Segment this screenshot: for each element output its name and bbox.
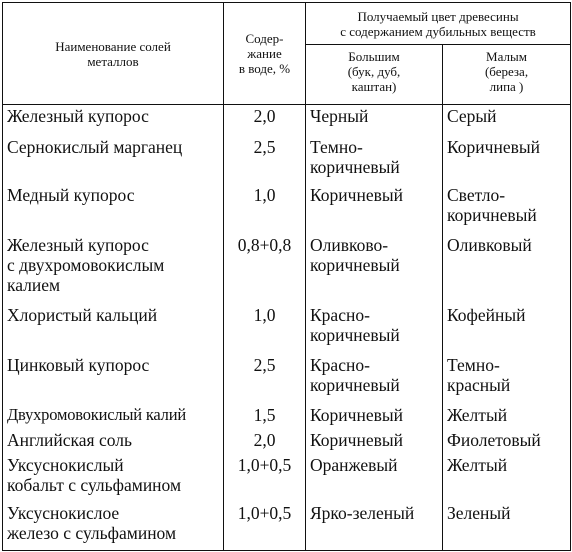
table-row xyxy=(3,105,571,136)
metal-salts-table xyxy=(2,2,571,551)
table-row xyxy=(3,454,571,502)
content-value: 1,0+0,5 xyxy=(237,454,292,475)
content-value: 1,5 xyxy=(253,404,276,425)
content-value: 2,5 xyxy=(253,354,276,375)
table-row xyxy=(3,304,571,354)
table-row xyxy=(3,136,571,184)
content-value: 1,0 xyxy=(253,184,276,205)
color-low: Желтый xyxy=(447,454,508,475)
salt-name: Хлористый кальций xyxy=(7,304,158,325)
color-high: Коричневый xyxy=(310,429,403,450)
header-salt-name: Наименование солей металлов xyxy=(3,3,224,105)
color-high: Коричневый xyxy=(310,404,403,425)
salt-name: Цинковый купорос xyxy=(7,354,150,375)
color-low: Кофейный xyxy=(447,304,526,325)
salt-name: Железный купорос xyxy=(7,106,149,126)
color-low: Оливковый xyxy=(447,234,532,255)
header-low-tannin: Малым (береза, липа ) xyxy=(443,45,571,105)
color-high: Ярко-зеленый xyxy=(310,502,415,523)
header-resulting-color: Получаемый цвет древесины с содержанием дубильных веществ xyxy=(306,3,571,45)
salt-name: Уксуснокислое железо с сульфамином xyxy=(7,502,177,543)
color-high: Красно- коричневый xyxy=(310,304,400,345)
color-low: Фиолетовый xyxy=(447,429,541,450)
salt-name: Английская соль xyxy=(7,429,132,450)
content-value: 1,0+0,5 xyxy=(237,502,292,523)
content-value: 1,0 xyxy=(253,304,276,325)
salt-name: Железный купорос с двухромовокислым калием xyxy=(7,234,165,295)
color-high: Оливково- коричневый xyxy=(310,234,400,275)
table-row xyxy=(3,502,571,551)
header-content-percent: Содер- жание в воде, % xyxy=(224,3,306,105)
content-value: 2,0 xyxy=(253,429,276,450)
table-row xyxy=(3,429,571,454)
salt-name: Уксуснокислый кобальт с сульфамином xyxy=(7,454,182,495)
color-high: Коричневый xyxy=(310,184,403,205)
content-value: 2,5 xyxy=(253,136,276,157)
header-high-tannin: Большим (бук, дуб, каштан) xyxy=(306,45,443,105)
color-low: Коричневый xyxy=(447,136,540,157)
table-row xyxy=(3,234,571,304)
color-low: Зеленый xyxy=(447,502,511,523)
table-row xyxy=(3,404,571,429)
content-value: 0,8+0,8 xyxy=(237,234,292,255)
color-high: Черный xyxy=(310,106,369,126)
salt-name: Медный купорос xyxy=(7,184,135,205)
salt-name: Двухромовокислый калий xyxy=(7,404,186,424)
salt-name: Сернокислый марганец xyxy=(7,136,183,157)
content-value: 2,0 xyxy=(253,106,276,126)
color-low: Серый xyxy=(447,106,497,126)
color-high: Красно- коричневый xyxy=(310,354,400,395)
color-low: Темно- красный xyxy=(447,354,511,395)
color-low: Светло- коричневый xyxy=(447,184,537,225)
table-row xyxy=(3,184,571,234)
color-low: Желтый xyxy=(447,404,508,425)
color-high: Темно- коричневый xyxy=(310,136,400,177)
color-high: Оранжевый xyxy=(310,454,398,475)
table-row xyxy=(3,354,571,404)
